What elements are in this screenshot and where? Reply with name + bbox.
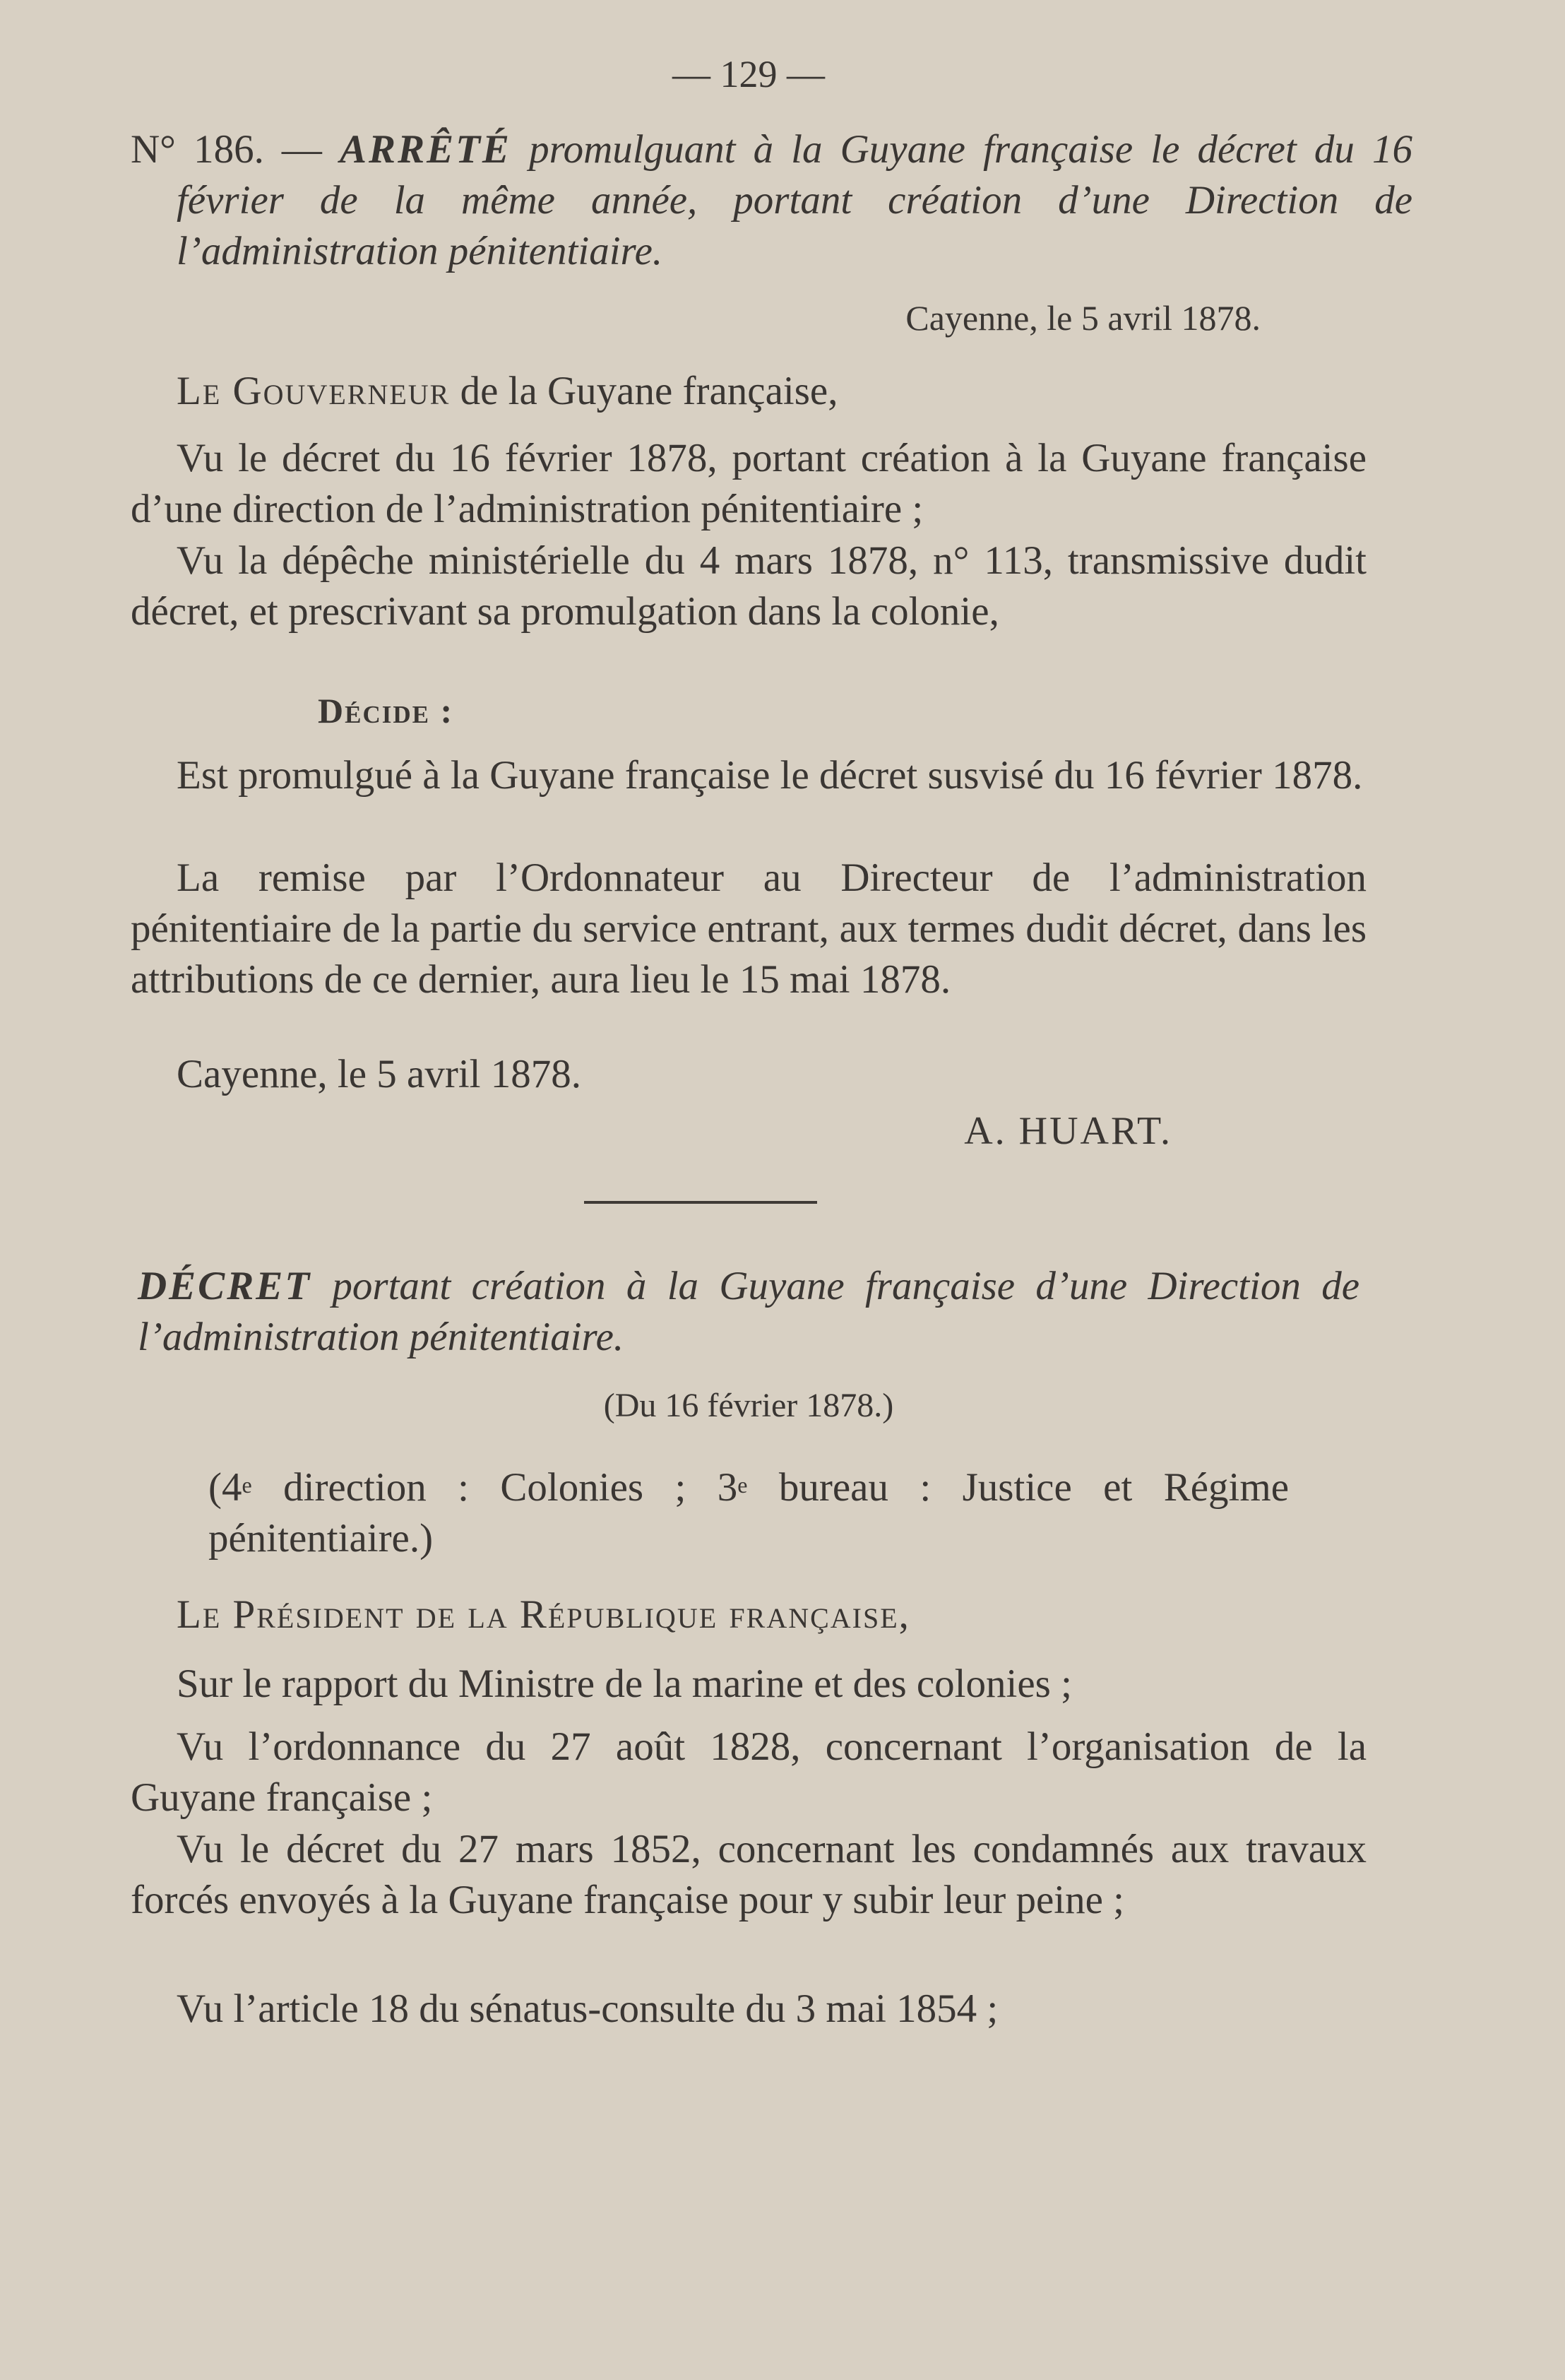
decret-president: Le Président de la République française,	[177, 1592, 910, 1637]
direction-text-a: direction : Colonies ; 3	[283, 1465, 738, 1510]
arrete-decide	[131, 685, 1367, 736]
decret-vu-1: Vu l’ordonnance du 27 août 1828, concernant l’organisation de la Guyane française ;	[131, 1724, 1367, 1820]
page-number: — 129 —	[672, 53, 825, 95]
bureau-superscript: e	[737, 1472, 748, 1498]
decret-title-rest: portant création à la Guyane française d’une Direction de l’administration pénitentiaire.	[138, 1264, 1360, 1359]
authority-title: Le Gouverneur	[177, 369, 451, 413]
decret-vu-2: Vu le décret du 27 mars 1852, concernant les condamnés aux travaux forcés envoyés à la Guyane française pour y subir leur peine ;	[131, 1827, 1367, 1922]
arrete-vu-1: Vu le décret du 16 février 1878, portant création à la Guyane française d’une direction de l’administration pénitentiaire ;	[131, 436, 1367, 531]
decret-date: (Du 16 février 1878.)	[603, 1387, 894, 1424]
arrete-title-rest: promulguant à la Guyane française le décret du 16 février de la même année, portant création d’une Direction de l’administration pénitentiaire.	[177, 127, 1412, 273]
direction-superscript: e	[242, 1472, 252, 1498]
arrete-paragraph-2: La remise par l’Ordonnateur au Directeur de l’administration pénitentiaire de la partie du service entrant, aux termes dudit décret, dans les attributions de ce dernier, aura lieu le 15 mai 1878.	[131, 856, 1367, 1002]
decide-label: Décide :	[318, 691, 454, 730]
arrete-closing-place: Cayenne, le 5 avril 1878.	[177, 1052, 582, 1096]
arrete-number: N° 186. —	[131, 127, 322, 172]
arrete-paragraph-1: Est promulgué à la Guyane française le décret susvisé du 16 février 1878.	[177, 753, 1363, 798]
arrete-place-date: Cayenne, le 5 avril 1878.	[905, 298, 1261, 338]
arrete-title-main: ARRÊTÉ	[340, 127, 511, 172]
direction-text-b: bureau : Justice et Régime pénitentiaire.)	[208, 1465, 1290, 1561]
decret-sur-rapport: Sur le rapport du Ministre de la marine et des colonies ;	[177, 1662, 1072, 1706]
decret-title-main: DÉCRET	[138, 1264, 312, 1308]
arrete-heading	[131, 124, 1412, 277]
decret-vu-3: Vu l’article 18 du sénatus-consulte du 3 mai 1854 ;	[177, 1987, 999, 2031]
direction-open-paren: (	[208, 1465, 222, 1510]
direction-number: 4	[221, 1465, 242, 1510]
arrete-vu-2: Vu la dépêche ministérielle du 4 mars 1878, n° 113, transmissive dudit décret, et prescrivant sa promulgation dans la colonie,	[131, 538, 1367, 634]
section-divider	[584, 1201, 817, 1204]
arrete-authority	[131, 366, 1367, 417]
decret-direction	[131, 1462, 1367, 1564]
authority-rest: de la Guyane française,	[460, 369, 838, 413]
arrete-signature: A. HUART.	[964, 1109, 1172, 1153]
decret-heading	[131, 1261, 1367, 1363]
